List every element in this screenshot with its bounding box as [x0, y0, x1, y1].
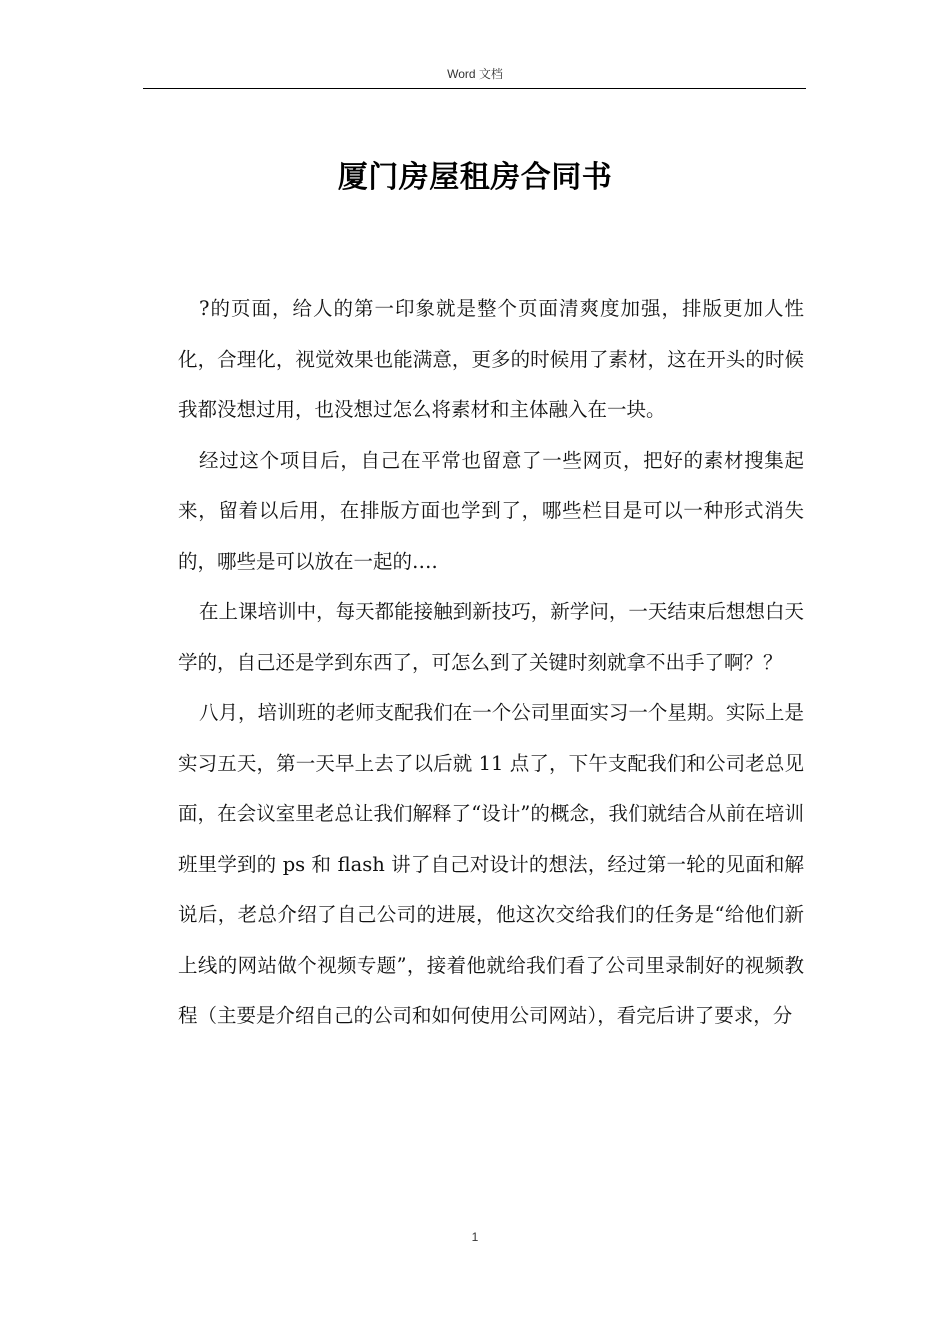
paragraph-3: 在上课培训中，每天都能接触到新技巧，新学问，一天结束后想想白天学的，自己还是学到东西了，可怎么到了关键时刻就拿不出手了啊？？	[178, 600, 804, 674]
document-title: 厦门房屋租房合同书	[337, 160, 613, 195]
paragraph-4: 八月，培训班的老师支配我们在一个公司里面实习一个星期。实际上是实习五天，第一天早上去了以后就 11 点了，下午支配我们和公司老总见面，在会议室里老总让我们解释了“设计”的概念，我们就结合从前在培训班里学到的 ps 和 flash 讲了自己对设计的想法，经过第一轮的见面和解说后，老总介绍了自己公司的进展，他这次交给我们的任务是“给他们新上线的网站做个视频专题”，接着他就给我们看了公司里录制好的视频教程（主要是介绍自己的公司和如何使用公司网站），看完后讲了要求，分	[178, 701, 804, 1027]
paragraph-1: ?的页面，给人的第一印象就是整个页面清爽度加强，排版更加人性化，合理化，视觉效果也能满意，更多的时候用了素材，这在开头的时候我都没想过用，也没想过怎么将素材和主体融入在一块。	[178, 297, 804, 421]
paragraph-2: 经过这个项目后，自己在平常也留意了一些网页，把好的素材搜集起来，留着以后用，在排版方面也学到了，哪些栏目是可以一种形式消失的，哪些是可以放在一起的….	[178, 448, 804, 573]
header-divider	[143, 88, 806, 89]
document-body	[178, 284, 804, 1042]
page-number: 1	[471, 1230, 479, 1244]
page-header-label: Word 文档	[447, 67, 503, 81]
